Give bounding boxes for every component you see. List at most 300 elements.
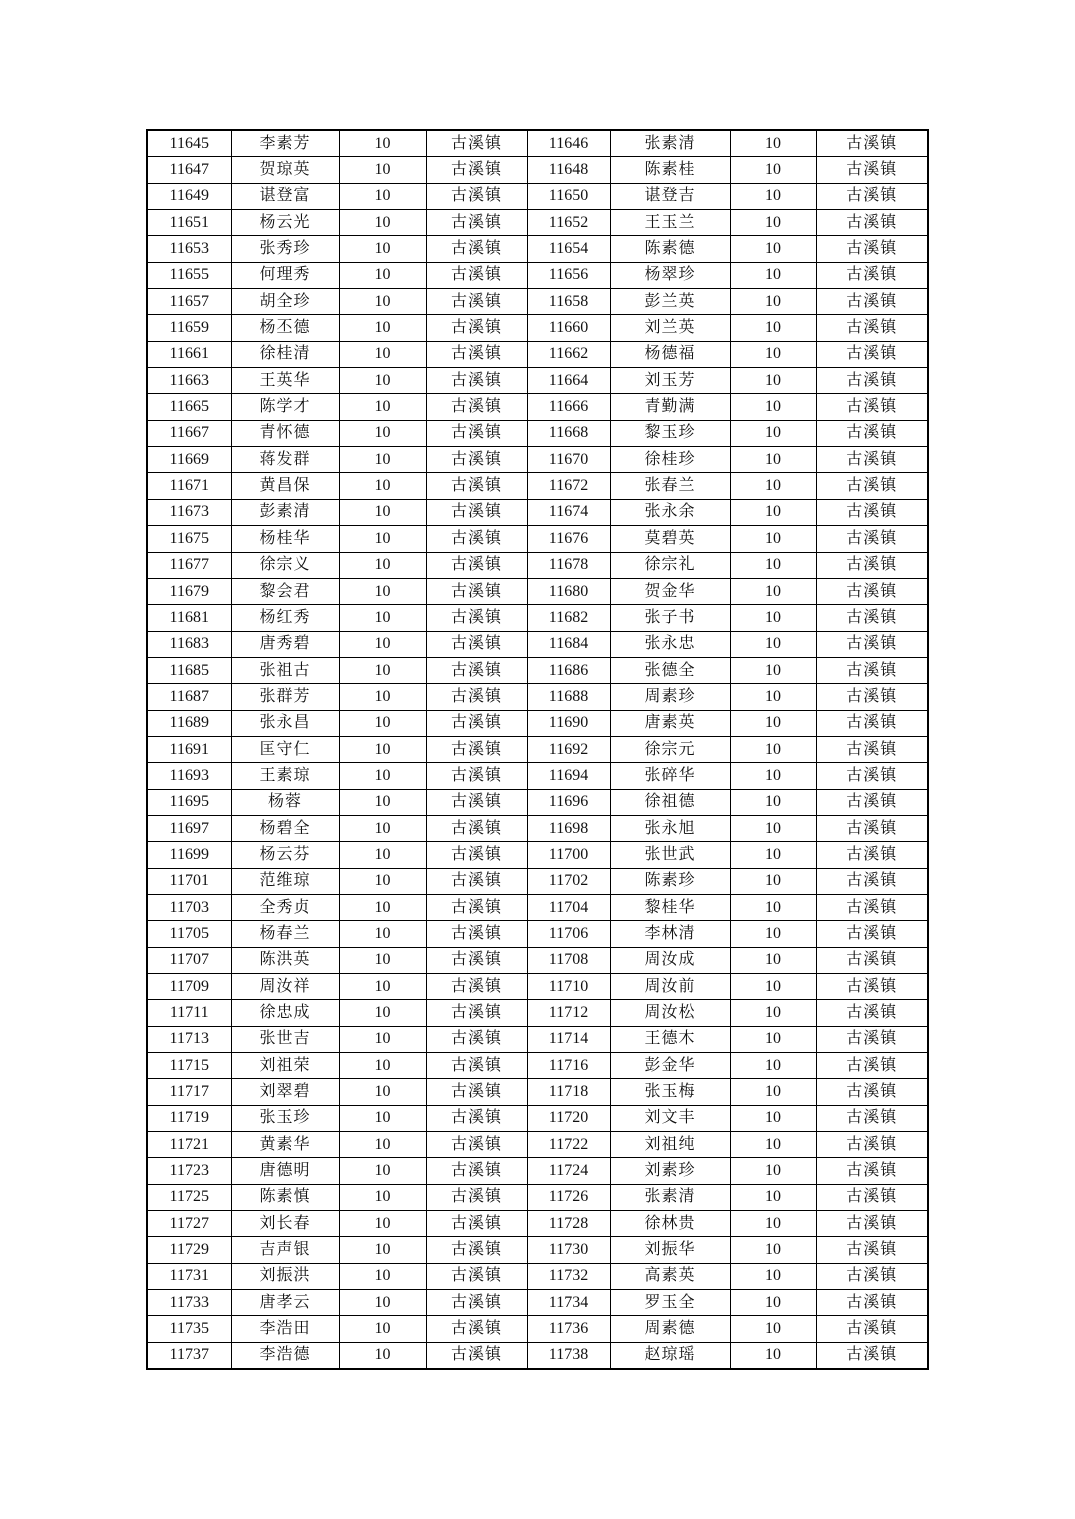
record-id-cell: 11663 [147,368,231,394]
amount-cell: 10 [730,947,816,973]
record-id-cell: 11654 [527,236,610,262]
amount-cell: 10 [339,1158,426,1184]
town-cell: 古溪镇 [816,578,928,604]
amount-cell: 10 [730,315,816,341]
person-name-cell: 陈素慎 [231,1184,339,1210]
person-name-cell: 周汝松 [610,1000,730,1026]
person-name-cell: 罗玉全 [610,1290,730,1316]
record-id-cell: 11655 [147,262,231,288]
town-cell: 古溪镇 [816,368,928,394]
roster-table [146,129,929,1370]
record-id-cell: 11684 [527,631,610,657]
amount-cell: 10 [339,974,426,1000]
record-id-cell: 11659 [147,315,231,341]
person-name-cell: 吉声银 [231,1237,339,1263]
record-id-cell: 11679 [147,578,231,604]
record-id-cell: 11704 [527,894,610,920]
town-cell: 古溪镇 [426,657,527,683]
town-cell: 古溪镇 [426,1026,527,1052]
table-row [147,315,928,341]
person-name-cell: 周汝成 [610,947,730,973]
record-id-cell: 11668 [527,420,610,446]
amount-cell: 10 [339,157,426,183]
roster-table-body [147,130,928,1369]
table-row [147,763,928,789]
record-id-cell: 11683 [147,631,231,657]
amount-cell: 10 [339,236,426,262]
record-id-cell: 11687 [147,684,231,710]
amount-cell: 10 [730,262,816,288]
amount-cell: 10 [730,1105,816,1131]
amount-cell: 10 [730,499,816,525]
record-id-cell: 11686 [527,657,610,683]
person-name-cell: 陈学才 [231,394,339,420]
record-id-cell: 11653 [147,236,231,262]
record-id-cell: 11729 [147,1237,231,1263]
amount-cell: 10 [730,1053,816,1079]
town-cell: 古溪镇 [426,1184,527,1210]
person-name-cell: 刘文丰 [610,1105,730,1131]
table-row [147,894,928,920]
record-id-cell: 11728 [527,1211,610,1237]
amount-cell: 10 [730,1079,816,1105]
table-row [147,289,928,315]
table-row [147,1263,928,1289]
table-row [147,1105,928,1131]
table-row [147,921,928,947]
table-row [147,605,928,631]
amount-cell: 10 [730,631,816,657]
person-name-cell: 黄素华 [231,1132,339,1158]
record-id-cell: 11719 [147,1105,231,1131]
record-id-cell: 11726 [527,1184,610,1210]
town-cell: 古溪镇 [816,868,928,894]
town-cell: 古溪镇 [816,447,928,473]
record-id-cell: 11735 [147,1316,231,1342]
town-cell: 古溪镇 [816,1000,928,1026]
town-cell: 古溪镇 [426,341,527,367]
record-id-cell: 11733 [147,1290,231,1316]
amount-cell: 10 [339,130,426,157]
amount-cell: 10 [730,130,816,157]
table-row [147,1290,928,1316]
table-row [147,368,928,394]
person-name-cell: 张永旭 [610,815,730,841]
amount-cell: 10 [339,262,426,288]
record-id-cell: 11701 [147,868,231,894]
person-name-cell: 赵琼瑶 [610,1342,730,1369]
table-row [147,1237,928,1263]
amount-cell: 10 [339,315,426,341]
record-id-cell: 11702 [527,868,610,894]
record-id-cell: 11710 [527,974,610,1000]
person-name-cell: 唐德明 [231,1158,339,1184]
town-cell: 古溪镇 [426,1158,527,1184]
amount-cell: 10 [339,763,426,789]
town-cell: 古溪镇 [816,921,928,947]
amount-cell: 10 [339,447,426,473]
town-cell: 古溪镇 [816,974,928,1000]
town-cell: 古溪镇 [426,236,527,262]
person-name-cell: 张子书 [610,605,730,631]
person-name-cell: 范维琼 [231,868,339,894]
amount-cell: 10 [339,183,426,209]
town-cell: 古溪镇 [816,341,928,367]
table-row [147,183,928,209]
amount-cell: 10 [339,368,426,394]
town-cell: 古溪镇 [426,605,527,631]
table-row [147,157,928,183]
record-id-cell: 11697 [147,815,231,841]
amount-cell: 10 [730,183,816,209]
record-id-cell: 11699 [147,842,231,868]
town-cell: 古溪镇 [816,1132,928,1158]
amount-cell: 10 [339,1132,426,1158]
amount-cell: 10 [730,157,816,183]
town-cell: 古溪镇 [816,763,928,789]
person-name-cell: 张玉珍 [231,1105,339,1131]
record-id-cell: 11667 [147,420,231,446]
town-cell: 古溪镇 [426,1079,527,1105]
person-name-cell: 杨蓉 [231,789,339,815]
amount-cell: 10 [730,341,816,367]
town-cell: 古溪镇 [426,289,527,315]
town-cell: 古溪镇 [816,1105,928,1131]
town-cell: 古溪镇 [426,1053,527,1079]
town-cell: 古溪镇 [816,815,928,841]
table-row [147,657,928,683]
person-name-cell: 贺金华 [610,578,730,604]
amount-cell: 10 [339,394,426,420]
table-row [147,262,928,288]
amount-cell: 10 [339,868,426,894]
town-cell: 古溪镇 [426,210,527,236]
amount-cell: 10 [730,578,816,604]
record-id-cell: 11706 [527,921,610,947]
record-id-cell: 11723 [147,1158,231,1184]
table-row [147,130,928,157]
amount-cell: 10 [339,921,426,947]
person-name-cell: 杨云光 [231,210,339,236]
person-name-cell: 蒋发群 [231,447,339,473]
amount-cell: 10 [730,684,816,710]
person-name-cell: 谌登吉 [610,183,730,209]
person-name-cell: 徐林贵 [610,1211,730,1237]
table-row [147,552,928,578]
person-name-cell: 刘长春 [231,1211,339,1237]
amount-cell: 10 [730,894,816,920]
amount-cell: 10 [730,710,816,736]
amount-cell: 10 [730,1342,816,1369]
town-cell: 古溪镇 [816,1316,928,1342]
record-id-cell: 11711 [147,1000,231,1026]
town-cell: 古溪镇 [426,763,527,789]
town-cell: 古溪镇 [816,1053,928,1079]
table-row [147,420,928,446]
person-name-cell: 陈素桂 [610,157,730,183]
amount-cell: 10 [339,605,426,631]
town-cell: 古溪镇 [426,157,527,183]
person-name-cell: 刘振洪 [231,1263,339,1289]
town-cell: 古溪镇 [816,1158,928,1184]
person-name-cell: 张素清 [610,130,730,157]
record-id-cell: 11645 [147,130,231,157]
town-cell: 古溪镇 [426,1105,527,1131]
amount-cell: 10 [730,1184,816,1210]
person-name-cell: 徐宗元 [610,736,730,762]
town-cell: 古溪镇 [426,842,527,868]
amount-cell: 10 [730,868,816,894]
amount-cell: 10 [730,289,816,315]
record-id-cell: 11685 [147,657,231,683]
town-cell: 古溪镇 [816,1237,928,1263]
record-id-cell: 11677 [147,552,231,578]
amount-cell: 10 [339,499,426,525]
amount-cell: 10 [730,420,816,446]
town-cell: 古溪镇 [816,605,928,631]
town-cell: 古溪镇 [816,1263,928,1289]
record-id-cell: 11678 [527,552,610,578]
amount-cell: 10 [339,789,426,815]
town-cell: 古溪镇 [816,315,928,341]
town-cell: 古溪镇 [426,868,527,894]
record-id-cell: 11650 [527,183,610,209]
amount-cell: 10 [730,1211,816,1237]
person-name-cell: 杨德福 [610,341,730,367]
record-id-cell: 11670 [527,447,610,473]
person-name-cell: 周汝祥 [231,974,339,1000]
person-name-cell: 刘振华 [610,1237,730,1263]
town-cell: 古溪镇 [816,710,928,736]
record-id-cell: 11721 [147,1132,231,1158]
town-cell: 古溪镇 [426,974,527,1000]
town-cell: 古溪镇 [816,684,928,710]
person-name-cell: 李浩德 [231,1342,339,1369]
person-name-cell: 高素英 [610,1263,730,1289]
record-id-cell: 11718 [527,1079,610,1105]
person-name-cell: 张永昌 [231,710,339,736]
amount-cell: 10 [730,1263,816,1289]
amount-cell: 10 [730,605,816,631]
record-id-cell: 11646 [527,130,610,157]
record-id-cell: 11669 [147,447,231,473]
person-name-cell: 张永余 [610,499,730,525]
person-name-cell: 张群芳 [231,684,339,710]
person-name-cell: 徐桂清 [231,341,339,367]
town-cell: 古溪镇 [816,394,928,420]
town-cell: 古溪镇 [426,262,527,288]
table-row [147,210,928,236]
person-name-cell: 黎桂华 [610,894,730,920]
amount-cell: 10 [730,1026,816,1052]
town-cell: 古溪镇 [816,236,928,262]
person-name-cell: 青怀德 [231,420,339,446]
record-id-cell: 11725 [147,1184,231,1210]
town-cell: 古溪镇 [426,1342,527,1369]
person-name-cell: 李浩田 [231,1316,339,1342]
person-name-cell: 黄昌保 [231,473,339,499]
amount-cell: 10 [730,789,816,815]
table-row [147,815,928,841]
town-cell: 古溪镇 [816,1184,928,1210]
person-name-cell: 匡守仁 [231,736,339,762]
amount-cell: 10 [339,1211,426,1237]
table-row [147,1158,928,1184]
person-name-cell: 杨春兰 [231,921,339,947]
amount-cell: 10 [339,657,426,683]
table-row [147,842,928,868]
town-cell: 古溪镇 [816,736,928,762]
town-cell: 古溪镇 [816,552,928,578]
amount-cell: 10 [339,1290,426,1316]
amount-cell: 10 [730,974,816,1000]
person-name-cell: 谌登富 [231,183,339,209]
amount-cell: 10 [730,394,816,420]
table-row [147,1026,928,1052]
amount-cell: 10 [730,1000,816,1026]
person-name-cell: 莫碧英 [610,526,730,552]
town-cell: 古溪镇 [426,526,527,552]
record-id-cell: 11662 [527,341,610,367]
person-name-cell: 刘翠碧 [231,1079,339,1105]
record-id-cell: 11700 [527,842,610,868]
record-id-cell: 11673 [147,499,231,525]
town-cell: 古溪镇 [426,947,527,973]
town-cell: 古溪镇 [816,1026,928,1052]
record-id-cell: 11656 [527,262,610,288]
person-name-cell: 李林清 [610,921,730,947]
amount-cell: 10 [730,842,816,868]
record-id-cell: 11681 [147,605,231,631]
record-id-cell: 11658 [527,289,610,315]
table-row [147,868,928,894]
person-name-cell: 刘素珍 [610,1158,730,1184]
town-cell: 古溪镇 [426,710,527,736]
amount-cell: 10 [339,578,426,604]
person-name-cell: 贺琼英 [231,157,339,183]
person-name-cell: 徐祖德 [610,789,730,815]
town-cell: 古溪镇 [816,289,928,315]
table-row [147,1211,928,1237]
record-id-cell: 11694 [527,763,610,789]
record-id-cell: 11712 [527,1000,610,1026]
town-cell: 古溪镇 [426,473,527,499]
person-name-cell: 黎玉珍 [610,420,730,446]
person-name-cell: 刘祖荣 [231,1053,339,1079]
table-row [147,1184,928,1210]
town-cell: 古溪镇 [426,789,527,815]
table-row [147,447,928,473]
record-id-cell: 11696 [527,789,610,815]
table-row [147,947,928,973]
table-row [147,473,928,499]
town-cell: 古溪镇 [426,684,527,710]
record-id-cell: 11734 [527,1290,610,1316]
table-row [147,1316,928,1342]
person-name-cell: 陈素珍 [610,868,730,894]
town-cell: 古溪镇 [426,1000,527,1026]
person-name-cell: 周素珍 [610,684,730,710]
amount-cell: 10 [339,815,426,841]
record-id-cell: 11666 [527,394,610,420]
amount-cell: 10 [339,1079,426,1105]
person-name-cell: 彭兰英 [610,289,730,315]
town-cell: 古溪镇 [816,631,928,657]
record-id-cell: 11660 [527,315,610,341]
amount-cell: 10 [339,894,426,920]
record-id-cell: 11717 [147,1079,231,1105]
record-id-cell: 11664 [527,368,610,394]
record-id-cell: 11672 [527,473,610,499]
town-cell: 古溪镇 [426,499,527,525]
record-id-cell: 11714 [527,1026,610,1052]
person-name-cell: 刘祖纯 [610,1132,730,1158]
table-row [147,1079,928,1105]
town-cell: 古溪镇 [426,315,527,341]
amount-cell: 10 [730,368,816,394]
town-cell: 古溪镇 [426,183,527,209]
table-row [147,499,928,525]
table-row [147,394,928,420]
person-name-cell: 唐素英 [610,710,730,736]
amount-cell: 10 [339,1342,426,1369]
table-row [147,736,928,762]
amount-cell: 10 [339,684,426,710]
person-name-cell: 杨丕德 [231,315,339,341]
person-name-cell: 胡全珍 [231,289,339,315]
record-id-cell: 11722 [527,1132,610,1158]
town-cell: 古溪镇 [426,394,527,420]
amount-cell: 10 [339,1184,426,1210]
person-name-cell: 何理秀 [231,262,339,288]
person-name-cell: 彭金华 [610,1053,730,1079]
town-cell: 古溪镇 [816,183,928,209]
person-name-cell: 王德木 [610,1026,730,1052]
town-cell: 古溪镇 [816,894,928,920]
record-id-cell: 11730 [527,1237,610,1263]
record-id-cell: 11715 [147,1053,231,1079]
record-id-cell: 11691 [147,736,231,762]
record-id-cell: 11690 [527,710,610,736]
amount-cell: 10 [730,1237,816,1263]
table-row [147,341,928,367]
person-name-cell: 杨桂华 [231,526,339,552]
town-cell: 古溪镇 [816,1290,928,1316]
person-name-cell: 王素琼 [231,763,339,789]
person-name-cell: 周素德 [610,1316,730,1342]
record-id-cell: 11651 [147,210,231,236]
record-id-cell: 11709 [147,974,231,1000]
amount-cell: 10 [339,947,426,973]
town-cell: 古溪镇 [816,1079,928,1105]
person-name-cell: 彭素清 [231,499,339,525]
amount-cell: 10 [339,631,426,657]
town-cell: 古溪镇 [426,1263,527,1289]
table-row [147,710,928,736]
record-id-cell: 11647 [147,157,231,183]
amount-cell: 10 [339,1237,426,1263]
person-name-cell: 张秀珍 [231,236,339,262]
person-name-cell: 杨红秀 [231,605,339,631]
amount-cell: 10 [730,526,816,552]
person-name-cell: 刘兰英 [610,315,730,341]
record-id-cell: 11674 [527,499,610,525]
table-row [147,236,928,262]
amount-cell: 10 [730,763,816,789]
record-id-cell: 11682 [527,605,610,631]
record-id-cell: 11689 [147,710,231,736]
person-name-cell: 杨云芬 [231,842,339,868]
